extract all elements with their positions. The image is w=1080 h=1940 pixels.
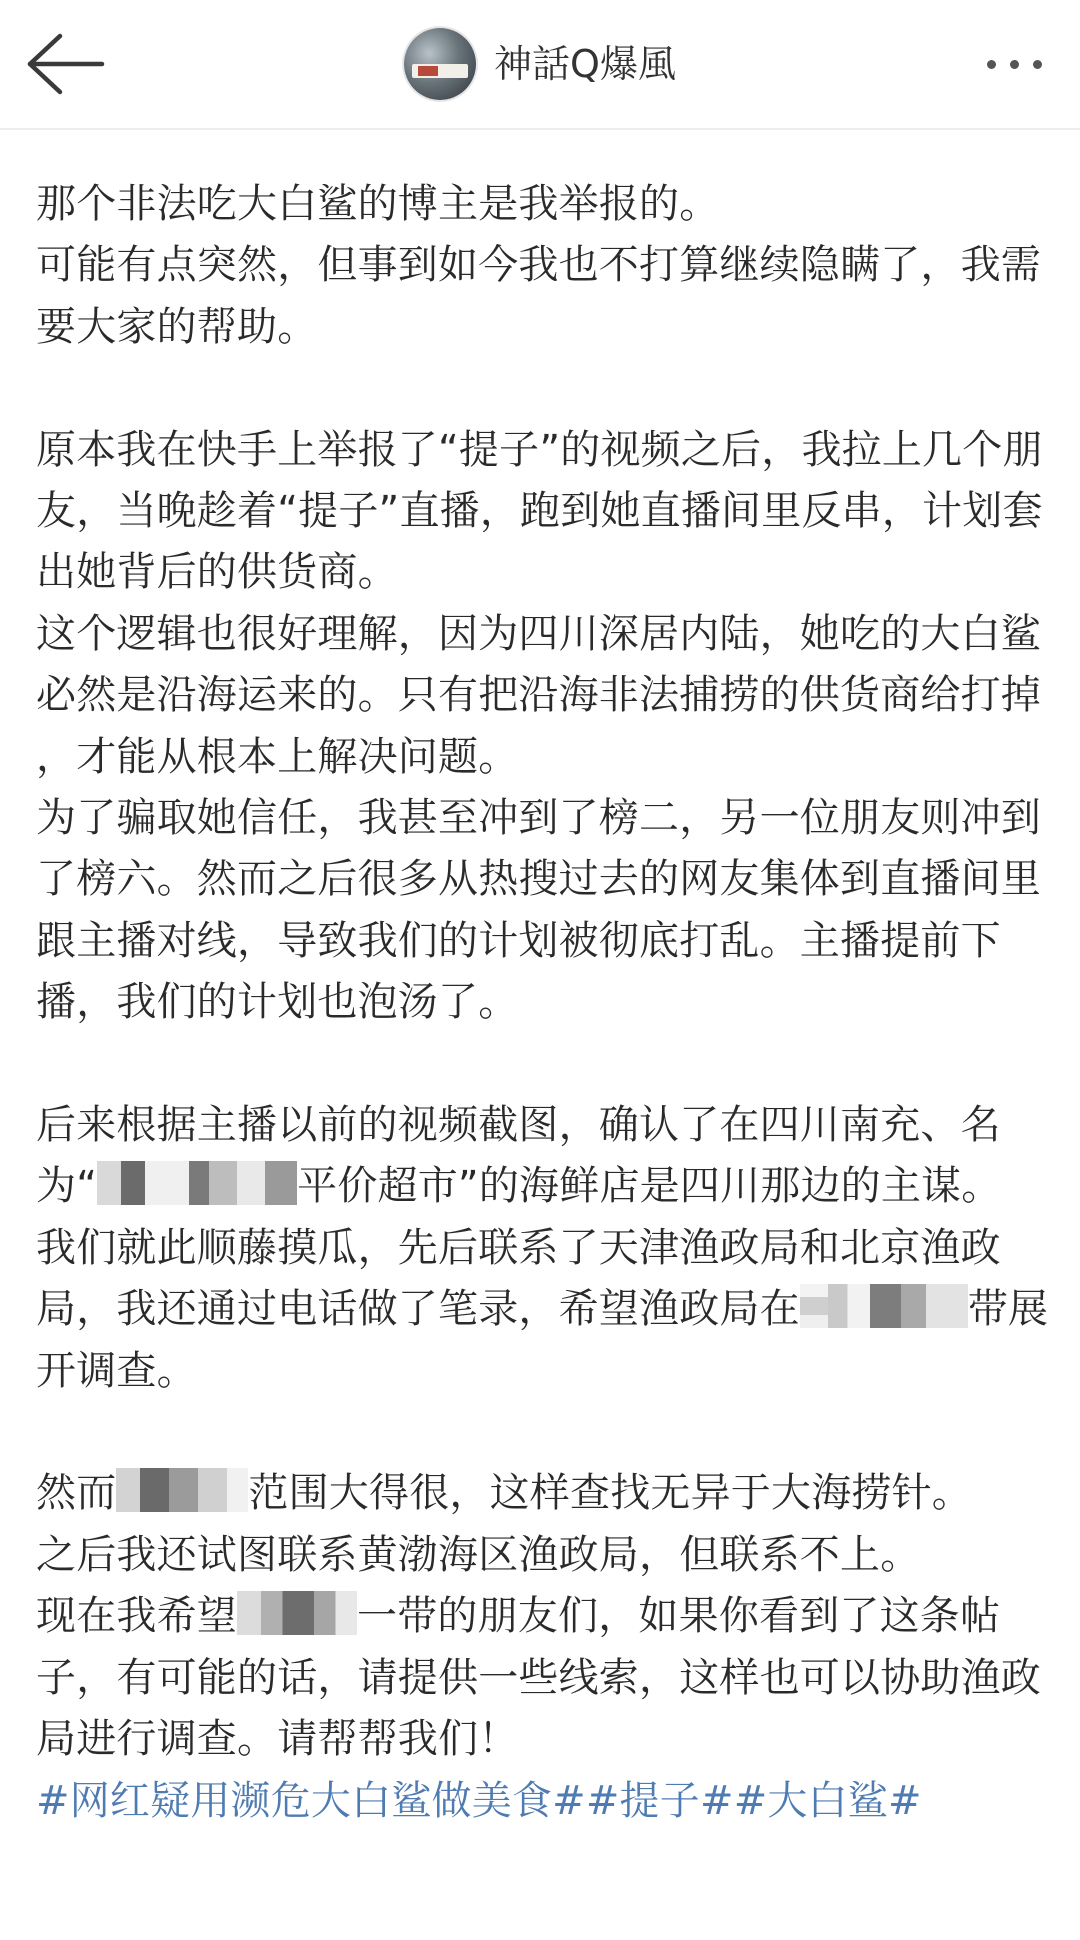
- author-profile[interactable]: [0, 24, 1080, 104]
- post-paragraph: 这个逻辑也很好理解，因为四川深居内陆，她吃的大白鲨必然是沿海运来的。只有把沿海非法捕捞的供货商给打掉 ，才能从根本上解决问题。: [36, 610, 1054, 780]
- hashtag-link[interactable]: #提子#: [585, 1777, 734, 1824]
- post-paragraph: 原本我在快手上举报了“提子”的视频之后，我拉上几个朋友，当晚趁着“提子”直播，跑到她直播间里反串，计划套出她背后的供货商。: [36, 426, 1043, 596]
- post-paragraph: 现在我希望 一带的朋友们，如果你看到了这条帖子，有可能的话，请提供一些线索，这样也可以协助渔政局进行调查。请帮帮我们！: [36, 1593, 1041, 1763]
- post-body: [36, 174, 1060, 1832]
- post-paragraph: 那个非法吃大白鲨的博主是我举报的。: [36, 181, 720, 227]
- redacted-mosaic: [237, 1591, 357, 1635]
- redacted-mosaic: [97, 1161, 297, 1205]
- post-paragraph: 之后我还试图联系黄渤海区渔政局，但联系不上。: [36, 1531, 921, 1578]
- hashtag-link[interactable]: #网红疑用濒危大白鲨做美食#: [36, 1777, 586, 1824]
- hashtag-row: [36, 1771, 1060, 1832]
- redacted-mosaic: [828, 1284, 968, 1328]
- ellipsis-icon: [987, 60, 996, 69]
- post-paragraph: 我们就此顺藤摸瓜，先后联系了天津渔政局和北京渔政局，我还通过电话做了笔录，希望渔政局在 带展开调查。: [36, 1224, 1049, 1394]
- post-paragraph: 可能有点突然，但事到如今我也不打算继续隐瞒了，我需要大家的帮助。: [36, 242, 1041, 350]
- post-paragraph: 然而 范围大得很，这样查找无异于大海捞针。: [36, 1470, 973, 1517]
- top-navigation-bar: [0, 0, 1080, 130]
- redacted-mosaic: [800, 1284, 828, 1328]
- avatar[interactable]: [404, 28, 476, 100]
- more-options-button[interactable]: [964, 34, 1064, 94]
- hashtag-link[interactable]: #大白鲨#: [733, 1777, 922, 1824]
- username[interactable]: 神話Q爆風: [494, 42, 676, 86]
- redacted-mosaic: [116, 1468, 248, 1512]
- post-paragraph: 为了骗取她信任，我甚至冲到了榜二，另一位朋友则冲到了榜六。然而之后很多从热搜过去的网友集体到直播间里跟主播对线，导致我们的计划被彻底打乱。主播提前下播，我们的计划也泡汤了。: [36, 795, 1041, 1026]
- post-paragraph: 后来根据主播以前的视频截图，确认了在四川南充、名为“ 平价超市”的海鲜店是四川那边的主谋。: [36, 1102, 1002, 1210]
